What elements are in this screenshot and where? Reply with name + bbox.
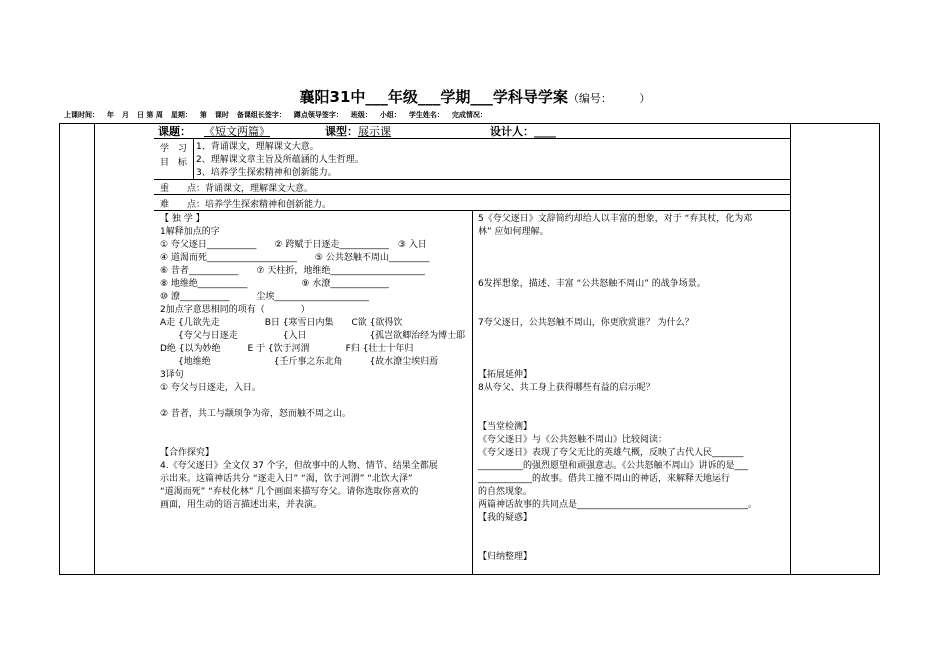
type-label: 课型： [325,125,358,138]
goals-label-2: 目 标 [160,158,190,168]
right-line: 8从夸父、共工身上获得哪些有益的启示呢？ [478,383,655,393]
meta-field: 完成情况： [451,111,487,119]
right-line: 6发挥想象，描述、丰富 “公共怒触不周山” 的战争场景。 [478,279,706,289]
left-line: ⑥ 昔者___________ ⑦ 天柱折，地维绝_____________________ [160,266,425,276]
right-line: 【我的疑惑】 [478,513,533,523]
row-divider [154,194,790,195]
meta-row [64,110,495,120]
left-line: A走 {几欲先走 B日 {寒雪日内集 C欲 {欲得饮 [160,318,403,328]
goals-label-1: 学 习 [160,144,190,154]
right-line [478,265,757,278]
left-line: 画面，用生动的语言描述出来，并表演。 [160,500,323,510]
key-point: 重 点：背诵课文，理解课文大意。 [160,184,314,194]
left-line: ⑧ 地维绝___________ ⑨ 水潦_____________ [160,279,389,289]
frame-right-rule [790,123,791,575]
goal-item: 1、背诵课文，理解课文大意。 [196,142,319,152]
right-column [478,213,757,564]
left-line: 2加点字意思相同的项有（ ） [160,305,310,315]
designer-value: ____ [534,125,556,138]
title-main: 襄阳31中___年级___学期___学科导学案 [299,88,568,106]
meta-field: 日 第 周 [137,111,163,119]
column-divider [472,210,473,575]
meta-field: 备课组长签字： [236,111,286,119]
meta-field: 课时 [214,111,229,119]
right-line: 两篇神话故事的共同点是______________________________________。 [478,500,758,510]
right-line [478,330,757,343]
goal-item: 3、培养学生探索精神和创新能力。 [196,168,337,178]
left-line: ① 夸父逐日___________ ② 跨赋于日逐走___________ ③ 入日 [160,240,427,250]
meta-field: 第 [199,111,207,119]
meta-field: 星期： [170,111,192,119]
right-line: ____________的故事。借共工撞不周山的神话，来解释天地运行 [478,474,731,484]
header-row [158,123,556,138]
goals-divider [193,139,194,179]
right-line [478,252,757,265]
meta-field: 月 [122,111,129,119]
left-line [160,395,465,408]
type-value: 展示课 [358,125,391,138]
left-line: ② 昔者，共工与颛顼争为帝，怒而触不周之山。 [160,409,351,419]
right-line [478,538,757,551]
meta-field: 蹲点领导签字： [293,111,343,119]
meta-field: 上课时间： [64,111,99,119]
right-line [478,395,757,408]
left-line [160,421,465,434]
right-line [478,408,757,421]
right-line [478,239,757,252]
goals-list [196,141,364,180]
topic-label: 课题： [158,125,191,138]
right-line: __________的强烈愿望和顽强意志。《公共怒触不周山》讲诉的是___ [478,461,749,471]
right-line: 【归纳整理】 [478,552,533,562]
right-line: 《夸父逐日》与《公共怒触不周山》比较阅读： [478,435,668,445]
right-line [478,291,757,304]
left-line: ① 夸父与日逐走，入日。 [160,383,261,393]
title-number: （编号： ） [567,92,651,105]
left-line: ④ 道渴而死____________________ ⑤ 公共怒触不周山_________ [160,253,430,263]
left-line: 1解释加点的字 [160,227,220,237]
left-line [160,434,465,447]
right-line: 7夸父逐日，公共怒触不周山，你更欣赏谁？ 为什么？ [478,318,694,328]
right-line [478,525,757,538]
left-line: {地维绝 {壬斤事之东北角 {故水潦尘埃归焉 [160,357,439,367]
left-line: 4.《夸父逐日》全文仅 37 个字，但故事中的人物、情节、结果全都展 [160,461,438,471]
frame-left-rule [94,123,95,575]
meta-field: 学生姓名： [408,111,444,119]
right-line: 5《夸父逐日》文辞简约却给人以丰富的想象，对于 “弃其杖，化为邓 [478,214,753,224]
left-line: 【合作探究】 [160,448,215,458]
right-line: 《夸父逐日》表现了夸父无比的英雄气概，反映了古代人民_______ [478,448,744,458]
right-line [478,304,757,317]
topic-value: 《短文两篇》 [204,125,270,138]
right-line: 【当堂检测】 [478,422,533,432]
left-line: 示出来。这篇神话共分 “逐走入日” “渴，饮于河渭” “北饮大泽” [160,474,413,484]
right-line [478,343,757,356]
meta-field: 班级： [350,111,372,119]
meta-field: 年 [107,111,114,119]
left-line: 【 独 学 】 [160,214,205,224]
designer-label: 设计人： [490,125,534,138]
right-line: 的自然现象。 [478,487,533,497]
right-line [478,356,757,369]
right-line: 【拓展延伸】 [478,370,533,380]
right-line: 林” 应如何理解。 [478,227,549,237]
goal-item: 2、理解课文章主旨及所蕴涵的人生哲理。 [196,155,364,165]
page-title [0,86,950,107]
left-line: 3译句 [160,370,184,380]
left-line: “道渴而死” “弃杖化林” 几个画面来描写夸父。请你选取你喜欢的 [160,487,419,497]
left-line: ⑩ 潦___________ 尘埃_____________________ [160,292,369,302]
difficult-point: 难 点：培养学生探索精神和创新能力。 [160,200,332,210]
left-line: {夸父与日逐走 {入日 {孤岂欲卿治经为博士耶 [160,331,466,341]
left-column [160,213,465,512]
meta-field: 小组： [379,111,401,119]
left-line: D绝 {以为妙绝 E 于 {饮于河渭 F归 {壮士十年归 [160,344,414,354]
